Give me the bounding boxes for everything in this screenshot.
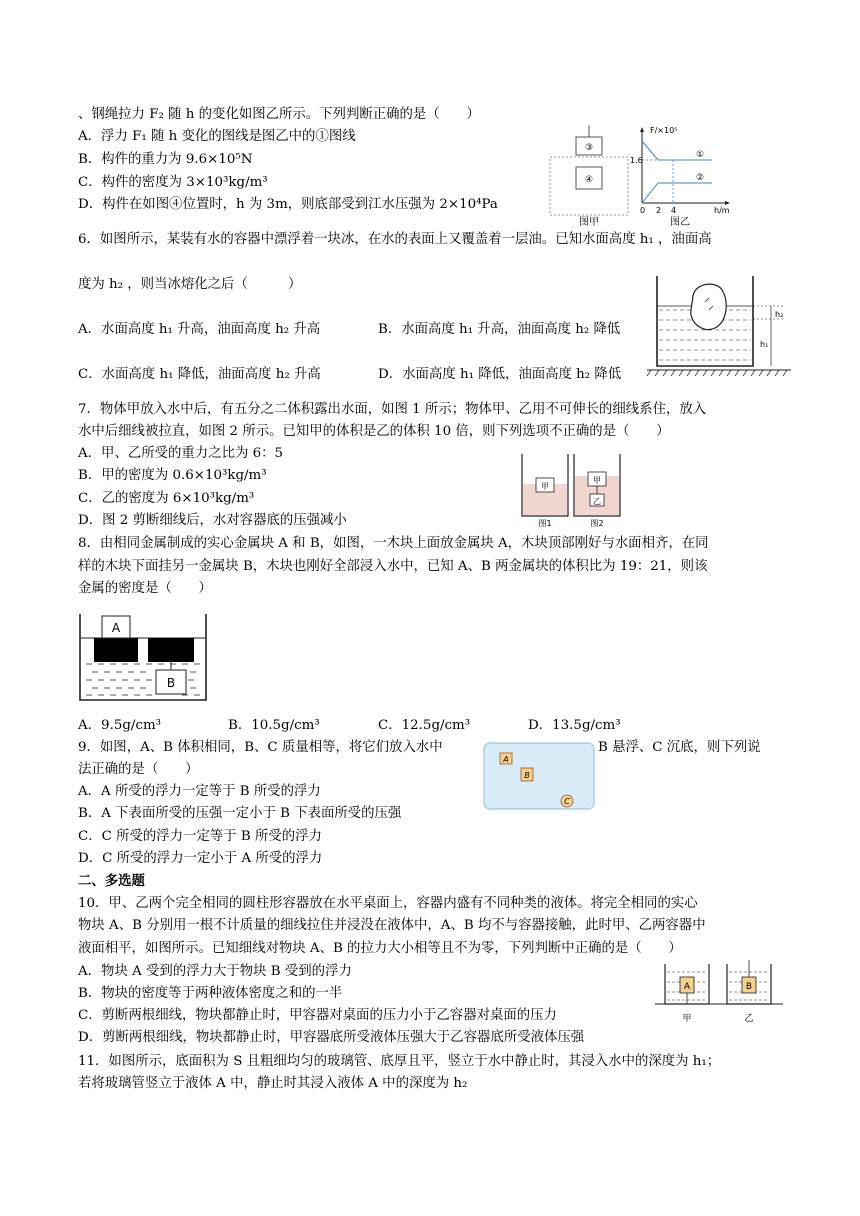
q5-x-tick-0: 0 — [640, 206, 646, 215]
q8-figure — [78, 612, 212, 704]
q8-label-b: B — [166, 676, 176, 690]
q5-y-axis-label: F/×10⁵ — [650, 126, 678, 135]
q5-caption-jia: 图甲 — [579, 217, 599, 227]
q5-label-pos3: ③ — [584, 143, 594, 153]
q10-stem-line1: 10．甲、乙两个完全相同的圆柱形容器放在水平桌面上，容器内盛有不同种类的液体。将完全相同的实心 — [78, 896, 698, 911]
q10-caption-yi: 乙 — [744, 1014, 754, 1024]
q8-stem-line1: 8．由相同金属制成的实心金属块 A 和 B，如图，一木块上面放金属块 A，木块顶部刚好与水面相齐，在同 — [78, 536, 709, 551]
q5-figure-jia — [548, 123, 630, 227]
q5-y-tick: 1.6 — [630, 156, 643, 165]
q5-label-pos4: ④ — [584, 175, 594, 185]
q9-option-d: D．C 所受的浮力一定小于 A 所受的浮力 — [78, 851, 323, 866]
q8-label-a: A — [111, 621, 121, 635]
q5-option-b: B．构件的重力为 9.6×10⁵N — [78, 152, 253, 167]
q9-option-b: B．A 下表面所受的压强一定小于 B 下表面所受的压强 — [78, 806, 402, 821]
q9-figure-tank — [480, 741, 598, 813]
q9-stem-line1-right: B 悬浮、C 沉底，则下列说 — [598, 740, 761, 755]
q8-option-a: A．9.5g/cm³ — [78, 718, 162, 733]
q9-option-c: C．C 所受的浮力一定等于 B 所受的浮力 — [78, 829, 322, 844]
q5-curve2-label: ② — [696, 173, 705, 183]
q7-stem-line2: 水中后细线被拉直，如图 2 所示。已知甲的体积是乙的体积 10 倍，则下列选项不正确的是（ ） — [78, 424, 670, 439]
q6-stem-line2: 度为 h₂ ，则当冰熔化之后（ ） — [78, 277, 302, 292]
q5-option-c: C．构件的密度为 3×10³kg/m³ — [78, 175, 268, 190]
q7-caption-fig2: 图2 — [590, 519, 604, 528]
q8-option-b: B．10.5g/cm³ — [228, 718, 320, 733]
q6-option-c: C．水面高度 h₁ 降低，油面高度 h₂ 升高 — [78, 367, 321, 382]
q5-x-axis-label: h/m — [714, 206, 730, 215]
q5-caption-yi: 图乙 — [670, 217, 690, 227]
q9-stem-line1-left: 9．如图，A、B 体积相同，B、C 质量相等，将它们放入水中 — [78, 740, 443, 755]
q8-option-c: C．12.5g/cm³ — [378, 718, 471, 733]
q5-x-tick-2: 2 — [656, 206, 662, 215]
q5-curve1-label: ① — [696, 150, 705, 160]
q5-x-tick-4: 4 — [671, 206, 677, 215]
q10-stem-line3: 液面相平，如图所示。已知细线对物块 A、B 的拉力大小相等且不为零，下列判断中正确的是（ ） — [78, 941, 682, 956]
q5-option-a: A．浮力 F₁ 随 h 变化的图线是图乙中的①图线 — [78, 129, 356, 144]
q7-caption-fig1: 图1 — [538, 519, 552, 528]
q8-option-d: D．13.5g/cm³ — [528, 718, 621, 733]
q9-label-c: C — [564, 797, 570, 806]
q6-option-a: A．水面高度 h₁ 升高，油面高度 h₂ 升高 — [78, 322, 321, 337]
q7-option-a: A．甲、乙所受的重力之比为 6：5 — [78, 446, 284, 461]
q10-figure — [655, 960, 785, 1026]
q7-fig2-jia: 甲 — [593, 476, 601, 485]
q10-option-c: C．剪断两根细线，物块都静止时，甲容器对桌面的压力小于乙容器对桌面的压力 — [78, 1008, 557, 1023]
q6-option-d: D．水面高度 h₁ 降低，油面高度 h₂ 降低 — [378, 367, 622, 382]
q7-option-b: B．甲的密度为 0.6×10³kg/m³ — [78, 468, 267, 483]
q10-label-a: A — [683, 982, 691, 992]
q11-stem-line2: 若将玻璃管竖立于液体 A 中，静止时其浸入液体 A 中的深度为 h₂ — [78, 1076, 468, 1091]
q10-label-b: B — [745, 982, 753, 992]
q6-figure-ice-container — [645, 272, 793, 378]
section-multi-choice-title: 二、多选题 — [78, 874, 145, 889]
q8-stem-line2: 样的木块下面挂另一金属块 B，木块也刚好全部浸入水中，已知 A、B 两金属块的体积比为 19：21，则该 — [78, 559, 708, 574]
q5-option-d: D．构件在如图④位置时，h 为 3m，则底部受到江水压强为 2×10⁴Pa — [78, 197, 498, 212]
q7-option-c: C．乙的密度为 6×10³kg/m³ — [78, 491, 255, 506]
q8-stem-line3: 金属的密度是（ ） — [78, 581, 212, 596]
q9-label-b: B — [524, 771, 530, 780]
q7-option-d: D．图 2 剪断细线后，水对容器底的压强减小 — [78, 513, 347, 528]
q6-option-b: B．水面高度 h₁ 升高，油面高度 h₂ 降低 — [378, 322, 621, 337]
q9-stem-line2: 法正确的是（ ） — [78, 762, 199, 777]
q11-stem-line1: 11．如图所示，底面积为 S 且粗细均匀的玻璃管、底厚且平，竖立于水中静止时，其浸入水中的深度为 h₁； — [78, 1054, 721, 1069]
q10-caption-jia: 甲 — [682, 1014, 692, 1024]
q10-option-b: B．物块的密度等于两种液体密度之和的一半 — [78, 986, 343, 1001]
q7-stem-line1: 7．物体甲放入水中后，有五分之二体积露出水面，如图 1 所示；物体甲、乙用不可伸长的细线系住，放入 — [78, 402, 707, 417]
q7-fig2-yi: 乙 — [593, 497, 601, 506]
q9-label-a: A — [503, 755, 509, 764]
q10-option-d: D．剪断两根细线，物块都静止时，甲容器底所受液体压强大于乙容器底所受液体压强 — [78, 1030, 585, 1045]
q10-stem-line2: 物块 A、B 分别用一根不计质量的细线拉住并浸没在液体中，A、B 均不与容器接触，此时甲、乙两容器中 — [78, 918, 706, 933]
q5-stem-tail: 、钢绳拉力 F₂ 随 h 的变化如图乙所示。下列判断正确的是（ ） — [78, 107, 480, 122]
q10-option-a: A．物块 A 受到的浮力大于物块 B 受到的浮力 — [78, 964, 352, 979]
q7-figure — [518, 448, 626, 530]
q9-option-a: A．A 所受的浮力一定等于 B 所受的浮力 — [78, 784, 321, 799]
q6-label-h1: h₁ — [760, 340, 769, 349]
q7-fig1-jia: 甲 — [541, 482, 549, 491]
q6-label-h2: h₂ — [775, 310, 784, 319]
q5-figure-yi — [628, 123, 732, 227]
q6-stem-line1: 6．如图所示，某装有水的容器中漂浮着一块冰，在水的表面上又覆盖着一层油。已知水面高度 h₁ ，油面高 — [78, 232, 712, 247]
